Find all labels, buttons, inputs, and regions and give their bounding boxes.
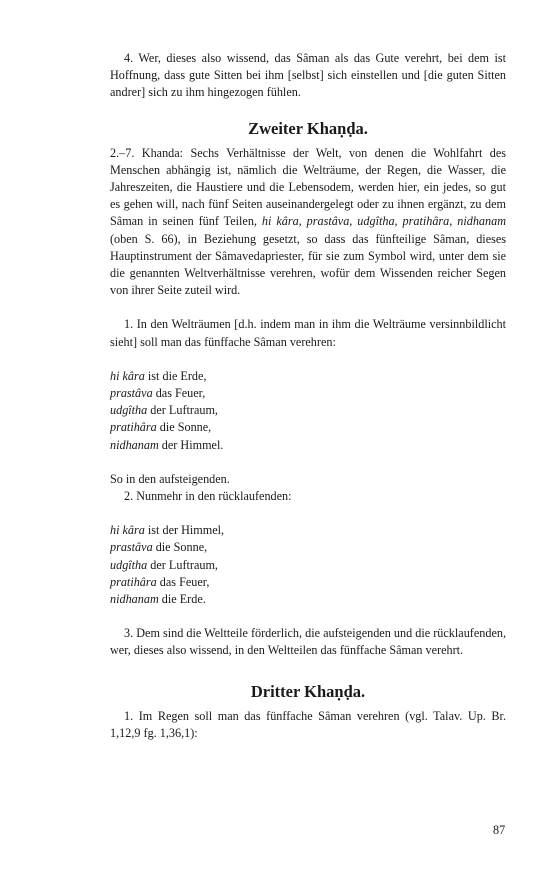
list-item: prastâva die Sonne, [110,540,208,555]
list-item: nidhanam der Himmel. [110,437,224,452]
list-item: pratihâra die Sonne, [110,420,212,435]
paragraph-4: 4. Wer, dieses also wissend, das Sâman als das Gute verehrt, bei dem ist Hoffnung, dass gute Sitten bei ihm [selbst] sich einstellen und [die guten Sitten andrer] sich zu ihm hingezogen fühlen. [110,51,506,100]
page-number: 87 [493,823,506,837]
summary-terms: hi kâra, prastâva, udgîtha, pratihâra, nidhanam [261,214,506,229]
chapter-summary [110,145,506,300]
verse-1: 1. In den Welträumen [d.h. indem man in ihm die Welträume versinnbildlicht sieht] soll man das fünffache Sâman verehren: [110,317,506,349]
list-item: hi kâra ist der Himmel, [110,523,225,538]
ascending-note: So in den aufsteigenden. [110,471,230,486]
verse-2: 2. Nunmehr in den rücklaufenden: [124,489,292,504]
summary-text-2: (oben S. 66), in Beziehung gesetzt, so dass das fünfteilige Sâman, dieses Hauptinstrument der Sâmavedapriester, für sie zum Symbol wird, unter dem sie die genannten Weltverhältnisse verehren, wofür dem Wissenden reicher Segen von ihrer Seite zuteil wird. [110,231,506,298]
list-item: udgîtha der Luftraum, [110,403,218,418]
list-ascending [110,368,506,454]
list-item: pratihâra das Feuer, [110,574,210,589]
list-descending [110,522,506,608]
heading-zweiter-khanda: Zweiter Khaṇḍa. [248,118,368,138]
list-item: prastâva das Feuer, [110,386,206,401]
summary-text-1: 2.–7. Khanda: Sechs Verhältnisse der Welt, von denen die Wohlfahrt des Menschen abhängig ist, nämlich die Welträume, der Regen, die Wasser, die Jahreszeiten, die Haustiere und die Lebensodem, werden hier, ein jedes, so gut es gehen will, nach fünf Seiten auseinandergelegt oder zu ihnen ergänzt, zu dem Sâman in seinen fünf Teilen, [110,145,506,229]
list-item: hi kâra ist die Erde, [110,368,207,383]
list-item: nidhanam die Erde. [110,592,206,607]
verse-d1: 1. Im Regen soll man das fünffache Sâman verehren (vgl. Talav. Up. Br. 1,12,9 fg. 1,36,1): [110,708,506,740]
list-item: udgîtha der Luftraum, [110,557,218,572]
heading-dritter-khanda: Dritter Khaṇḍa. [250,681,366,701]
verse-3: 3. Dem sind die Weltteile förderlich, die aufsteigenden und die rücklaufenden, wer, dieses also wissend, in den Weltteilen das fünffache Sâman verehrt. [110,626,506,658]
page-body [110,50,506,742]
